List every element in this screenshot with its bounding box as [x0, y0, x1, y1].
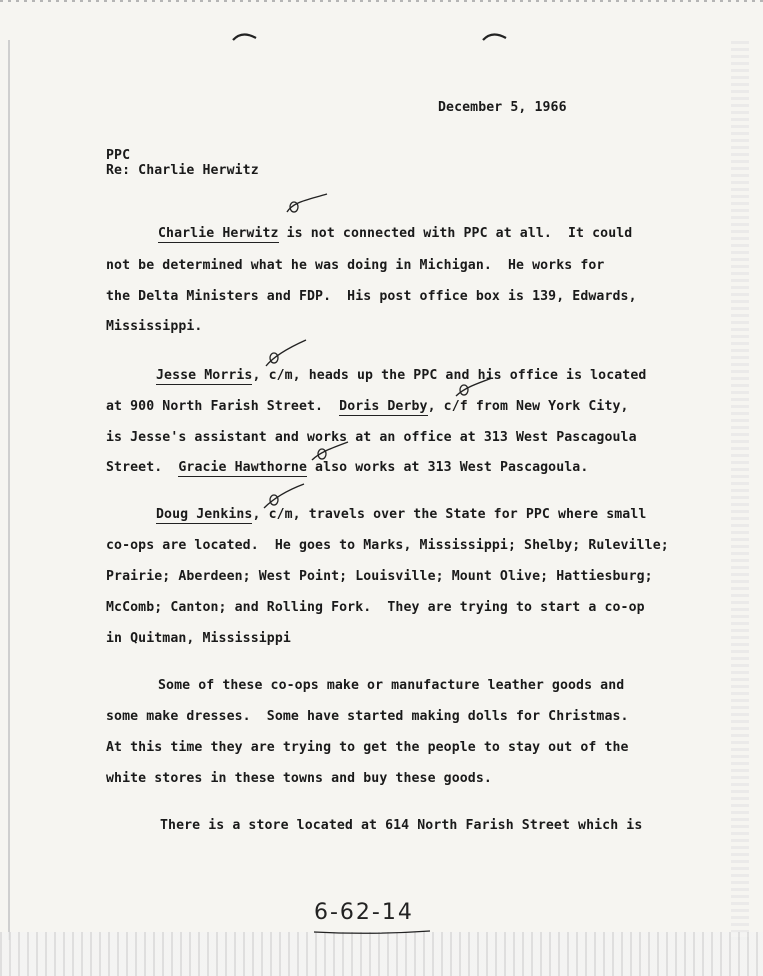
paragraph-4-line-1: Some of these co-ops make or manufacture leather goods and: [158, 678, 625, 693]
text-span: is not connected with PPC at all. It could: [278, 226, 633, 241]
file-number-underline: [312, 928, 432, 936]
paragraph-3-line-4: McComb; Canton; and Rolling Fork. They are trying to start a co-op: [106, 600, 645, 615]
memo-date: December 5, 1966: [438, 100, 567, 115]
scan-edge-top: [0, 0, 763, 2]
paragraph-2-line-3: is Jesse's assistant and works at an office at 313 West Pascagoula: [106, 430, 637, 445]
paragraph-1-line-1: [158, 226, 632, 241]
memo-to: PPC: [106, 148, 131, 163]
text-span: , c/m, heads up the PPC and his office is located: [252, 368, 647, 383]
paragraph-4-line-3: At this time they are trying to get the people to stay out of the: [106, 740, 629, 755]
scan-edge-bottom: [0, 932, 763, 976]
handwritten-file-number: 6-62-14: [314, 900, 414, 925]
paragraph-2-line-4: [106, 460, 588, 475]
paragraph-2-line-1: [156, 368, 646, 383]
handwritten-mark: [262, 338, 308, 368]
paragraph-2-line-2: [106, 399, 629, 414]
text-span: at 900 North Farish Street.: [106, 399, 340, 414]
handwritten-mark: [262, 482, 306, 510]
paragraph-1-line-2: not be determined what he was doing in Michigan. He works for: [106, 258, 605, 273]
scan-edge-right: [731, 40, 749, 940]
paragraph-3-line-3: Prairie; Aberdeen; West Point; Louisville; Mount Olive; Hattiesburg;: [106, 569, 653, 584]
punch-mark-right: [480, 28, 510, 42]
text-span: , c/m, travels over the State for PPC where small: [252, 507, 647, 522]
name-doris-derby: Doris Derby: [339, 399, 428, 414]
text-span: , c/f from New York City,: [427, 399, 629, 414]
paragraph-3-line-5: in Quitman, Mississippi: [106, 631, 291, 646]
paragraph-1-line-4: Mississippi.: [106, 319, 203, 334]
name-jesse-morris: Jesse Morris: [156, 368, 253, 383]
name-gracie-hawthorne: Gracie Hawthorne: [178, 460, 307, 475]
handwritten-mark: [283, 192, 329, 218]
name-doug-jenkins: Doug Jenkins: [156, 507, 253, 522]
paragraph-3-line-1: [156, 507, 646, 522]
name-charlie-herwitz: Charlie Herwitz: [158, 226, 279, 241]
paragraph-1-line-3: the Delta Ministers and FDP. His post office box is 139, Edwards,: [106, 289, 637, 304]
scan-edge-left: [8, 40, 10, 940]
handwritten-mark: [454, 376, 494, 398]
punch-mark-left: [230, 28, 260, 42]
paragraph-5-line-1: There is a store located at 614 North Farish Street which is: [160, 818, 643, 833]
text-span: also works at 313 West Pascagoula.: [307, 460, 589, 475]
paragraph-4-line-4: white stores in these towns and buy these goods.: [106, 771, 492, 786]
paragraph-3-line-2: co-ops are located. He goes to Marks, Mississippi; Shelby; Ruleville;: [106, 538, 669, 553]
memo-re: Re: Charlie Herwitz: [106, 163, 259, 178]
handwritten-mark: [310, 440, 350, 462]
text-span: Street.: [106, 460, 179, 475]
paragraph-4-line-2: some make dresses. Some have started making dolls for Christmas.: [106, 709, 629, 724]
